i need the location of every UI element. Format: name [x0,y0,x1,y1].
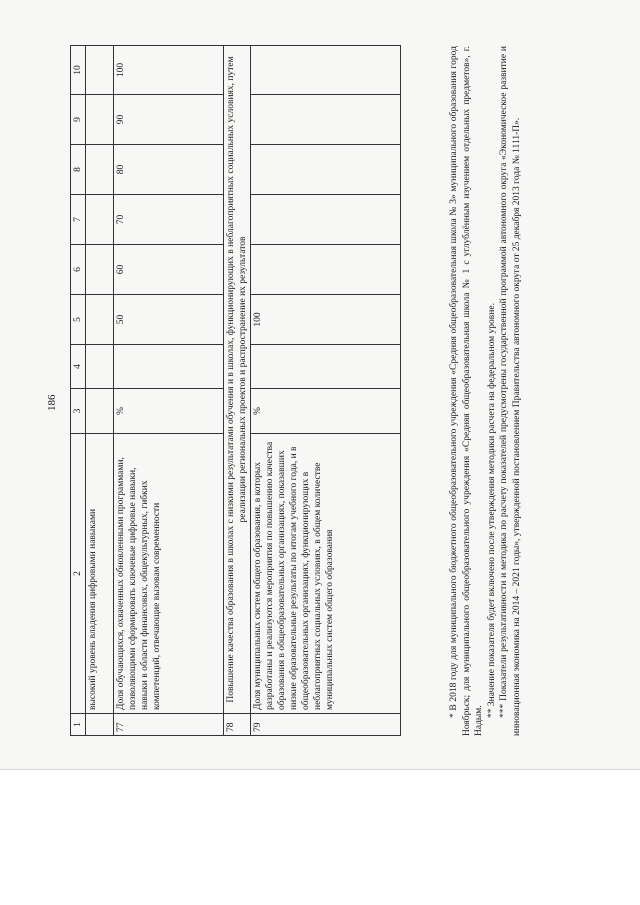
header-cell: 9 [71,95,86,145]
row-text-cell: Доля муниципальных систем общего образования, в которых разработаны и реализуются мероприятия по повышению качества образования в общеобразовательных организациях, показавших низкие образовательные результаты по итогам учебного года, и в общеобразовательных организациях, функционирующих в неблагоприятных социальных условиях, в общем количестве муниципальных систем общего образования [251,434,401,714]
header-cell: 5 [71,295,86,345]
page-number: 186 [46,394,58,411]
footnote-1: * В 2018 году для муниципального бюджетного общеобразовательного учреждения «Средняя общеобразовательная школа № 3» муниципального образования город Ноябрьск; для муниципального общеобразовательного учреждения «Средняя общеобразовательная школа № 1 с углублённым изучением отдельных предметов», г. Надым. [449,46,484,736]
footnote-3: *** Показатели результативности и методика по расчету показателей предусмотрены государственной программой автономного округа «Экономическое развитие и инновационная экономика на 2014 – 2021 годы», утвержденной постановлением Правительства автономного округа от 25 декабря 2013 года № 1111-П». [499,46,522,736]
header-cell: 7 [71,195,86,245]
row-text-cell: высокий уровень владения цифровыми навыками [86,434,114,714]
header-row [71,46,86,736]
unit-cell: % [114,389,224,434]
value-cell [251,345,401,389]
header-cell: 10 [71,46,86,95]
value-cell: 50 [114,295,224,345]
value-cell: 90 [114,95,224,145]
indicator-table [70,45,401,736]
value-cell: 100 [251,295,401,345]
section-heading-cell: Повышение качества образования в школах с низкими результатами обучения и в школах, функционирующих в неблагоприятных социальных условиях, путем реализации региональных проектов и распространение их результатов [224,46,251,714]
value-cell [114,345,224,389]
row-text-cell: Доля обучающихся, охваченных обновленными программами, позволяющими сформировать ключевые цифровые навыки, навыки в области финансовых, общекультурных, гибких компетенций, отвечающие вызовам современности [114,434,224,714]
value-cell: 70 [114,195,224,245]
rotated-page [40,36,600,766]
row-number-cell: 79 [251,714,401,736]
footnotes [448,46,523,736]
header-cell: 2 [71,434,86,714]
header-cell: 6 [71,245,86,295]
header-cell: 4 [71,345,86,389]
header-cell: 1 [71,714,86,736]
value-cell: 100 [114,46,224,95]
table-row-79 [251,46,401,736]
table-row-77 [114,46,224,736]
unit-cell: % [251,389,401,434]
header-cell: 8 [71,145,86,195]
row-number-cell: 78 [224,714,251,736]
table-row-78 [224,46,251,736]
header-cell: 3 [71,389,86,434]
row-number-cell: 77 [114,714,224,736]
table-row [86,46,114,736]
value-cell: 80 [114,145,224,195]
value-cell: 60 [114,245,224,295]
footnote-2: ** Значение показателя будет включено после утверждения методики расчета на федеральном уровне. [486,303,497,718]
row-number-cell [86,714,114,736]
